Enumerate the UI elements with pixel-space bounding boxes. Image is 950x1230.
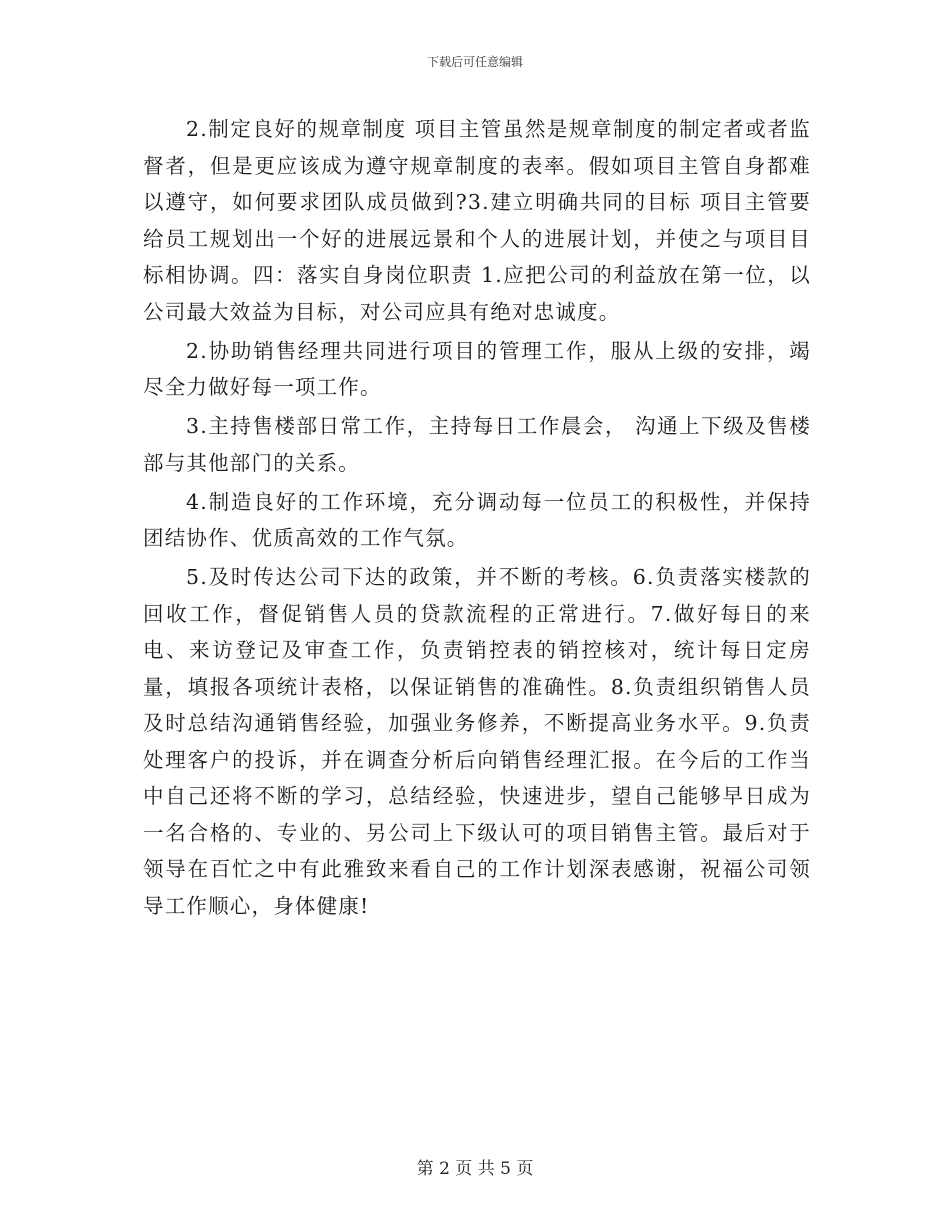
page-header: 下载后可任意编辑 xyxy=(426,55,523,69)
document-body xyxy=(143,111,811,927)
paragraph-2: 2.协助销售经理共同进行项目的管理工作，服从上级的安排，竭尽全力做好每一项工作。 xyxy=(143,338,811,399)
paragraph-3: 3.主持售楼部日常工作，主持每日工作晨会， 沟通上下级及售楼部与其他部门的关系。 xyxy=(143,414,811,475)
paragraph-1: 2.制定良好的规章制度 项目主管虽然是规章制度的制定者或者监督者，但是更应该成为遵守规章制度的表率。假如项目主管自身都难以遵守，如何要求团队成员做到?3.建立明确共同的目标 项目主管要给员工规划出一个好的进展远景和个人的进展计划，并使之与项目目标相协调。四：落实自身岗位职责 1.应把公司的利益放在第一位，以公司最大效益为目标，对公司应具有绝对忠诚度。 xyxy=(143,117,811,324)
page-number-footer: 第 2 页 共 5 页 xyxy=(416,1159,534,1179)
paragraph-5: 5.及时传达公司下达的政策，并不断的考核。6.负责落实楼款的回收工作，督促销售人员的贷款流程的正常进行。7.做好每日的来电、来访登记及审查工作，负责销控表的销控核对，统计每日定房量，填报各项统计表格，以保证销售的准确性。8.负责组织销售人员及时总结沟通销售经验，加强业务修养，不断提高业务水平。9.负责处理客户的投诉，并在调查分析后向销售经理汇报。在今后的工作当中自己还将不断的学习，总结经验，快速进步，望自己能够早日成为一名合格的、专业的、另公司上下级认可的项目销售主管。最后对于领导在百忙之中有此雅致来看自己的工作计划深表感谢，祝福公司领导工作顺心，身体健康! xyxy=(143,565,811,918)
paragraph-4: 4.制造良好的工作环境，充分调动每一位员工的积极性，并保持团结协作、优质高效的工作气氛。 xyxy=(143,489,811,550)
